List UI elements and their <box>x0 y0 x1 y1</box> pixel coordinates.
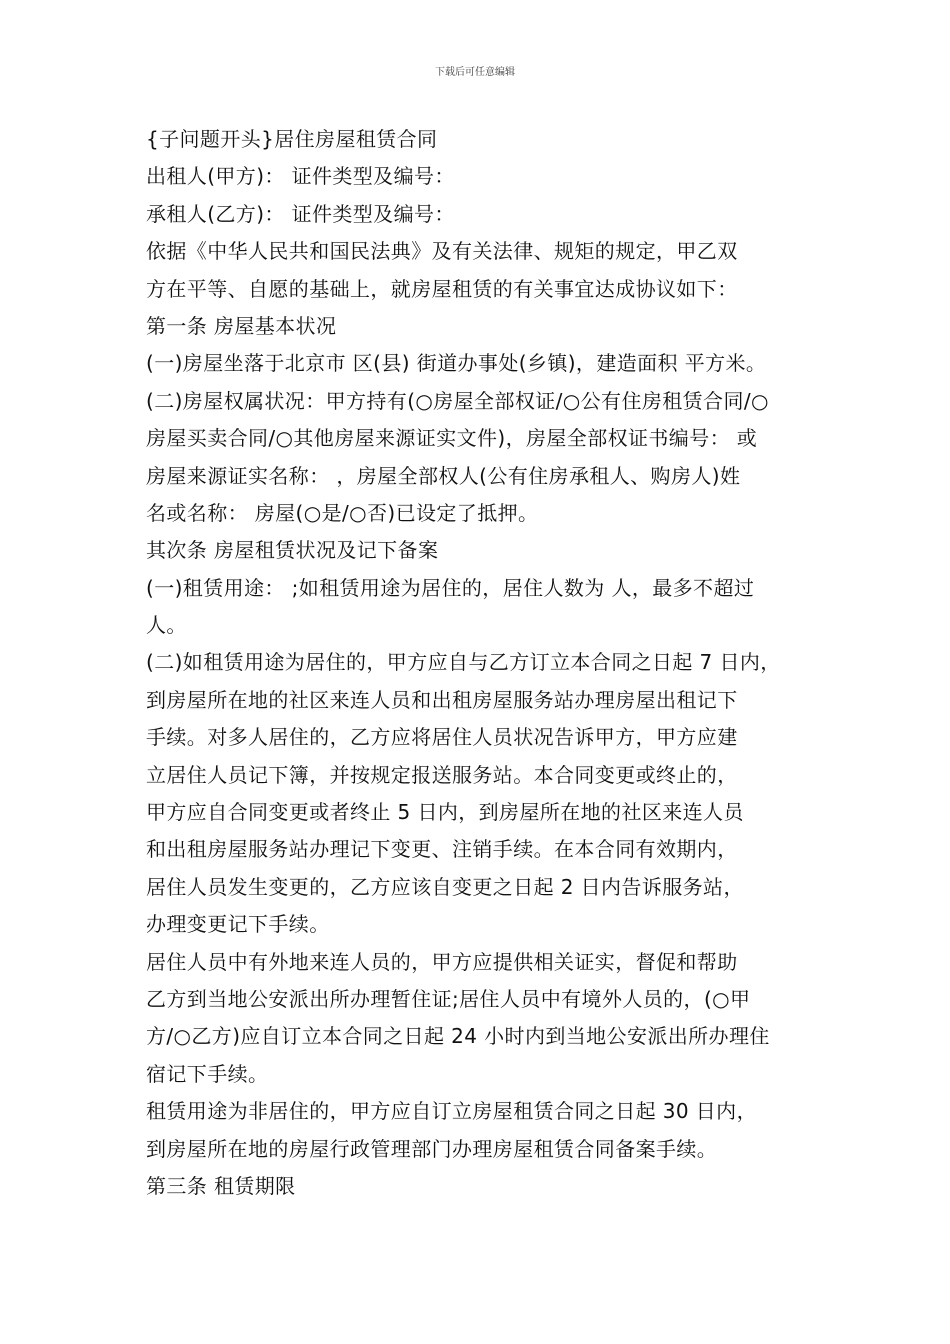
article-2-clause-2-line-8: 办理变更记下手续。 <box>146 912 330 937</box>
article-1-clause-1: (一)房屋坐落于北京市 区(县) 街道办事处(乡镇)，建造面积 平方米。 <box>146 351 767 376</box>
article-3-heading: 第三条 租赁期限 <box>146 1173 296 1198</box>
article-2-clause-1-line-2: 人。 <box>146 613 187 638</box>
nonresidential-use-line-2: 到房屋所在地的房屋行政管理部门办理房屋租赁合同备案手续。 <box>146 1136 718 1161</box>
article-1-heading: 第一条 房屋基本状况 <box>146 313 337 338</box>
lessee-line: 承租人(乙方)： 证件类型及编号： <box>146 201 455 226</box>
article-1-clause-2-line-2: 房屋买卖合同/○其他房屋来源证实文件)，房屋全部权证书编号： 或 <box>146 426 758 451</box>
article-2-heading: 其次条 房屋租赁状况及记下备案 <box>146 538 439 563</box>
page-header-note: 下载后可任意编辑 <box>435 67 515 78</box>
article-2-clause-2-line-6: 和出租房屋服务站办理记下变更、注销手续。在本合同有效期内， <box>146 837 738 862</box>
article-2-clause-2-line-4: 立居住人员记下簿，并按规定报送服务站。本合同变更或终止的， <box>146 762 738 787</box>
nonlocal-residents-line-4: 宿记下手续。 <box>146 1061 269 1086</box>
article-2-clause-2-line-7: 居住人员发生变更的，乙方应该自变更之日起 2 日内告诉服务站， <box>146 874 744 899</box>
article-2-clause-2-line-2: 到房屋所在地的社区来连人员和出租房屋服务站办理房屋出租记下 <box>146 687 738 712</box>
nonlocal-residents-line-1: 居住人员中有外地来连人员的，甲方应提供相关证实，督促和帮助 <box>146 949 738 974</box>
article-2-clause-2-line-5: 甲方应自合同变更或者终止 5 日内，到房屋所在地的社区来连人员 <box>146 800 744 825</box>
preamble-line-2: 方在平等、自愿的基础上，就房屋租赁的有关事宜达成协议如下： <box>146 276 738 301</box>
article-2-clause-2-line-1: (二)如租赁用途为居住的，甲方应自与乙方订立本合同之日起 7 日内， <box>146 650 781 675</box>
nonresidential-use-line-1: 租赁用途为非居住的，甲方应自订立房屋租赁合同之日起 30 日内， <box>146 1099 757 1124</box>
lessor-line: 出租人(甲方)： 证件类型及编号： <box>146 164 455 189</box>
contract-body <box>146 121 816 1205</box>
article-1-clause-2-line-3: 房屋来源证实名称： ，房屋全部权人(公有住房承租人、购房人)姓 <box>146 463 741 488</box>
article-1-clause-2-line-4: 名或名称： 房屋(○是/○否)已设定了抵押。 <box>146 500 539 525</box>
document-title: {子问题开头}居住房屋租赁合同 <box>146 127 438 151</box>
article-2-clause-2-line-3: 手续。对多人居住的，乙方应将居住人员状况告诉甲方，甲方应建 <box>146 725 738 750</box>
preamble-line-1: 依据《中华人民共和国民法典》及有关法律、规矩的规定，甲乙双 <box>146 239 738 264</box>
nonlocal-residents-line-2: 乙方到当地公安派出所办理暂住证;居住人员中有境外人员的，(○甲 <box>146 986 751 1011</box>
article-1-clause-2-line-1: (二)房屋权属状况：甲方持有(○房屋全部权证/○公有住房租赁合同/○ <box>146 388 769 413</box>
article-2-clause-1-line-1: (一)租赁用途： ;如租赁用途为居住的，居住人数为 人，最多不超过 <box>146 575 755 600</box>
nonlocal-residents-line-3: 方/○乙方)应自订立本合同之日起 24 小时内到当地公安派出所办理住 <box>146 1024 770 1049</box>
